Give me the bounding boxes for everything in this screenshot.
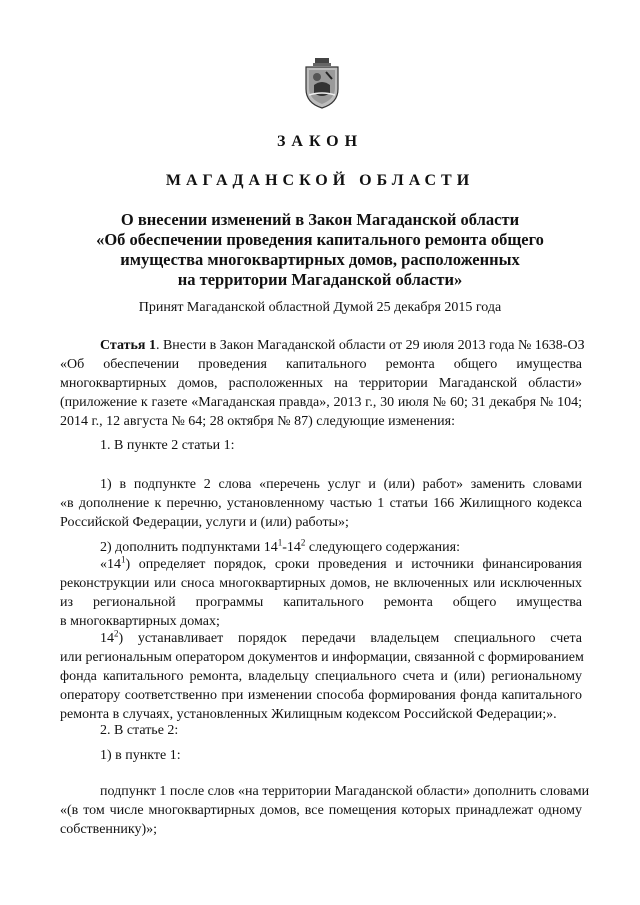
paragraph-2	[60, 475, 582, 532]
law-title-line: на территории Магаданской области»	[177, 270, 463, 289]
text-line: (приложение к газете «Магаданская правда», 2013 г., 30 июля № 60; 31 декабря № 104;	[60, 395, 582, 410]
article-1	[60, 336, 585, 431]
text-line: подпункт 1 после слов «на территории Магаданской области» дополнить словами	[100, 784, 590, 799]
text-line: оператору соответственно при изменении способа формирования фонда капитального	[60, 688, 582, 703]
text-line: собственнику)»;	[60, 822, 158, 837]
paragraph-4	[60, 555, 582, 631]
text-line: 1) в подпункте 2 слова «перечень услуг и (или) работ» заменить словами	[100, 477, 582, 492]
superscript: 2	[114, 628, 119, 639]
text-line: 1. В пункте 2 статьи 1:	[100, 438, 235, 453]
paragraph-7	[60, 746, 582, 765]
text-line: многоквартирных домов, расположенных на территории Магаданской области»	[60, 376, 582, 391]
text-part: 14	[100, 631, 114, 646]
paragraph-5	[60, 629, 582, 724]
text-line: фонда капитального ремонта, владельцу специального счета и (или) региональному	[60, 669, 582, 684]
paragraph-1	[60, 436, 582, 455]
text-line: «(в том числе многоквартирных домов, все помещения которых принадлежат одному	[60, 803, 582, 818]
text-part: ) устанавливает порядок передачи владельцем специального счета	[118, 631, 582, 646]
text-line	[60, 629, 582, 648]
text-part: следующего содержания:	[305, 540, 460, 555]
law-title-line: О внесении изменений в Закон Магаданской области	[120, 210, 520, 229]
text-line: в многоквартирных домах;	[60, 614, 220, 629]
text-line: 1) в пункте 1:	[100, 748, 181, 763]
coat-of-arms-icon	[302, 57, 342, 109]
text-part: ) определяет порядок, сроки проведения и источники финансирования	[125, 557, 582, 572]
paragraph-8	[60, 782, 590, 839]
text-line: из региональной программы капитального ремонта общего имущества	[60, 595, 582, 610]
law-title	[60, 210, 580, 290]
paragraph-6	[60, 721, 582, 740]
article-label: Статья 1	[100, 338, 156, 353]
region-heading: МАГАДАНСКОЙ ОБЛАСТИ	[165, 172, 475, 189]
text-line: ремонта в случаях, установленных Жилищным кодексом Российской Федерации;».	[60, 707, 557, 722]
adoption-note: Принят Магаданской областной Думой 25 декабря 2015 года	[138, 300, 502, 315]
text-line	[60, 555, 582, 574]
text-part: -14	[282, 540, 301, 555]
text-line: «в дополнение к перечню, установленному частью 1 статьи 166 Жилищного кодекса	[60, 496, 582, 511]
text-line: 2014 г., 12 августа № 64; 28 октября № 87) следующие изменения:	[60, 414, 455, 429]
law-title-line: «Об обеспечении проведения капитального ремонта общего	[96, 230, 544, 249]
superscript: 1	[121, 554, 126, 565]
text-part: 2) дополнить подпунктами 14	[100, 540, 278, 555]
superscript: 1	[277, 537, 283, 548]
text-line: или региональным оператором документов и информации, связанной с формированием	[60, 650, 584, 665]
text-line: «Об обеспечении проведения капитального ремонта общего имущества	[60, 357, 582, 372]
article-text: . Внести в Закон Магаданской области от 29 июля 2013 года № 1638-ОЗ	[155, 338, 585, 353]
text-line: Российской Федерации, услуги и (или) работы»;	[60, 515, 349, 530]
law-heading: ЗАКОН	[276, 133, 364, 150]
text-line: реконструкции или сноса многоквартирных домов, не включенных или исключенных	[60, 576, 582, 591]
superscript: 2	[300, 537, 306, 548]
text-line	[60, 336, 585, 355]
text-line: 2. В статье 2:	[100, 723, 179, 738]
law-title-line: имущества многоквартирных домов, расположенных	[120, 250, 520, 269]
text-part: «14	[100, 557, 121, 572]
